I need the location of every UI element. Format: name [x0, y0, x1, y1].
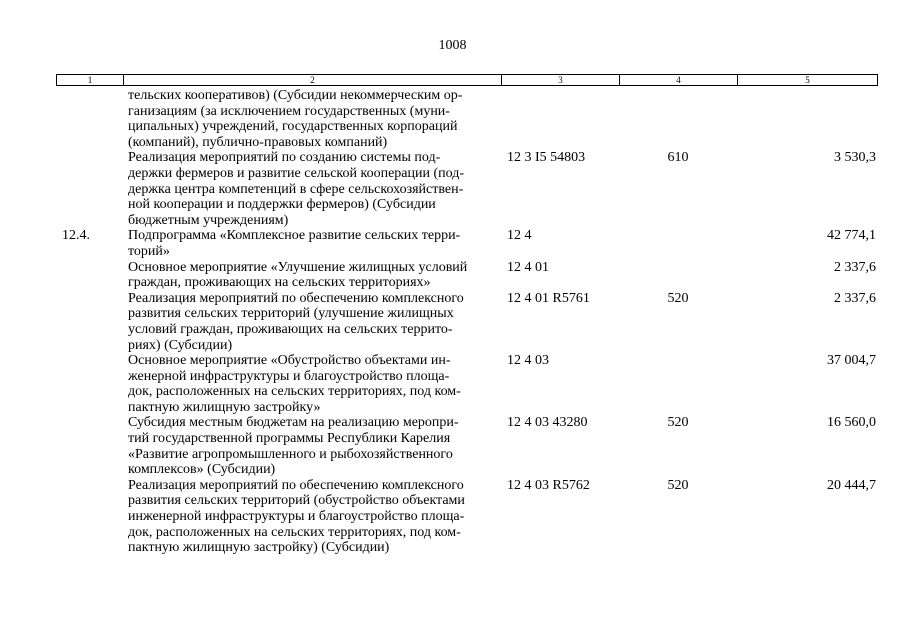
description-line: «Развитие агропромышленного и рыбохозяйственного [128, 446, 453, 462]
budget-code: 12 4 01 [507, 259, 549, 275]
description-line: условий граждан, проживающих на сельских террито- [128, 321, 453, 337]
description-line: Реализация мероприятий по обеспечению комплексного [128, 477, 464, 493]
description-line: бюджетным учреждениям) [128, 212, 289, 228]
table-body [56, 88, 878, 556]
budget-code: 12 4 03 43280 [507, 415, 588, 431]
column-header-3: 3 [502, 75, 620, 85]
expense-type [619, 353, 737, 415]
description-line: Основное мероприятие «Обустройство объектами ин- [128, 353, 451, 369]
expense-type: 520 [667, 477, 689, 493]
description-line: Подпрограмма «Комплексное развитие сельских терри- [128, 228, 461, 244]
column-header-5: 5 [805, 75, 810, 85]
row-description [123, 88, 501, 150]
table-row [56, 88, 878, 150]
row-number [56, 353, 123, 415]
description-line: тельских кооперативов) (Субсидии некоммерческим ор- [128, 88, 463, 103]
amount: 42 774,1 [827, 228, 876, 244]
row-number [56, 150, 123, 228]
description-line: комплексов» (Субсидии) [128, 462, 276, 478]
table-header [56, 74, 878, 86]
description-line: Реализация мероприятий по созданию системы под- [128, 150, 441, 166]
expense-type: 520 [667, 415, 689, 431]
column-header-4: 4 [620, 75, 738, 85]
row-description [123, 291, 501, 353]
budget-code: 12 4 03 R5762 [507, 477, 590, 493]
amount: 16 560,0 [827, 415, 876, 431]
description-line: риях) (Субсидии) [128, 337, 233, 353]
row-number [56, 291, 123, 353]
description-line: женерной инфраструктуры и благоустройство площа- [128, 368, 450, 384]
amount: 3 530,3 [834, 150, 876, 166]
table-row [56, 228, 878, 259]
amount [737, 88, 878, 150]
table-row [56, 415, 878, 477]
budget-code: 12 4 01 R5761 [507, 290, 590, 306]
table-row [56, 150, 878, 228]
description-line: тий государственной программы Республики Карелия [128, 431, 451, 447]
description-line: пактную жилищную застройку) (Субсидии) [128, 540, 390, 556]
description-line: развития сельских территорий (обустройство объектами [128, 493, 465, 509]
description-line: ной кооперации и поддержки фермеров) (Субсидии [128, 197, 436, 213]
table-row [56, 291, 878, 353]
amount: 2 337,6 [834, 259, 876, 275]
row-number: 12.4. [62, 228, 90, 244]
description-line: ципальных) учреждений, государственных корпораций [128, 119, 458, 135]
table-row [56, 260, 878, 291]
expense-type [619, 88, 737, 150]
description-line: инженерной инфраструктуры и благоустройство площа- [128, 509, 465, 525]
description-line: развития сельских территорий (улучшение жилищных [128, 306, 454, 322]
expense-type [619, 228, 737, 259]
row-number [56, 88, 123, 150]
table-row [56, 478, 878, 556]
description-line: пактную жилищную застройку» [128, 399, 321, 415]
column-header-1: 1 [57, 75, 124, 85]
description-line: держки фермеров и развитие сельской кооперации (под- [128, 165, 465, 181]
row-number [56, 415, 123, 477]
amount: 2 337,6 [834, 290, 876, 306]
row-description [123, 415, 501, 477]
amount: 20 444,7 [827, 477, 876, 493]
column-header-2: 2 [124, 75, 502, 85]
budget-code: 12 3 I5 54803 [507, 150, 586, 166]
row-description [123, 478, 501, 556]
amount: 37 004,7 [827, 353, 876, 369]
budget-code: 12 4 03 [507, 353, 549, 369]
row-description [123, 353, 501, 415]
description-line: Субсидия местным бюджетам на реализацию меропри- [128, 415, 459, 431]
description-line: док, расположенных на сельских территориях, под ком- [128, 524, 461, 540]
description-line: держка центра компетенций в сфере сельскохозяйствен- [128, 181, 464, 197]
budget-code [501, 88, 619, 150]
expense-type: 610 [667, 150, 689, 166]
expense-type [619, 260, 737, 291]
description-line: граждан, проживающих на сельских территориях» [128, 275, 431, 291]
row-number [56, 478, 123, 556]
row-description [123, 260, 501, 291]
row-number [56, 260, 123, 291]
expense-type: 520 [667, 290, 689, 306]
row-description [123, 150, 501, 228]
description-line: (компаний), публично-правовых компаний) [128, 134, 388, 150]
description-line: торий» [128, 243, 170, 259]
description-line: Основное мероприятие «Улучшение жилищных условий [128, 259, 468, 275]
table-row [56, 353, 878, 415]
description-line: док, расположенных на сельских территориях, под ком- [128, 384, 461, 400]
description-line: Реализация мероприятий по обеспечению комплексного [128, 290, 464, 306]
description-line: ганизациям (за исключением государственных (муни- [128, 103, 450, 119]
row-description [123, 228, 501, 259]
budget-code: 12 4 [507, 228, 532, 244]
page-number: 1008 [438, 38, 467, 53]
